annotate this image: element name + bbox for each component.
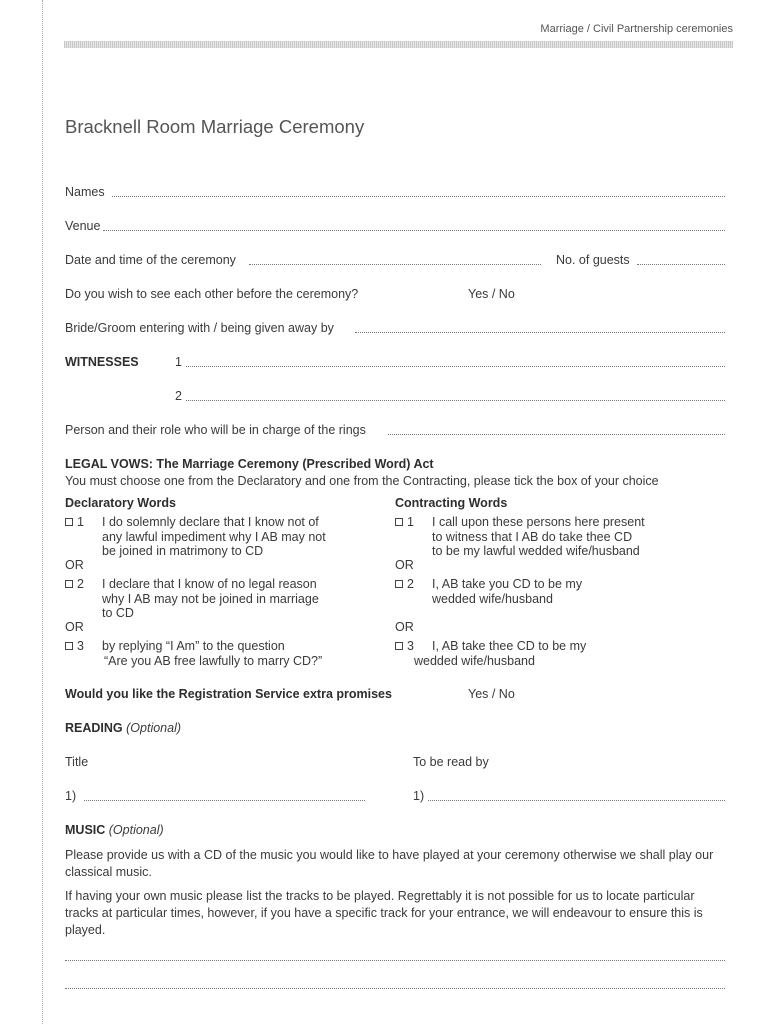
music-track-field-1[interactable] <box>65 960 725 961</box>
contracting-option-1-checkbox[interactable] <box>395 515 414 529</box>
date-time-label: Date and time of the ceremony <box>65 253 236 267</box>
contracting-option-2-checkbox[interactable] <box>395 577 414 591</box>
entering-label: Bride/Groom entering with / being given away by <box>65 321 334 335</box>
header-section-title: Marriage / Civil Partnership ceremonies <box>540 23 733 35</box>
checkbox-icon[interactable] <box>395 518 403 526</box>
checkbox-icon[interactable] <box>65 580 73 588</box>
music-paragraph-1: Please provide us with a CD of the music you would like to have played at your ceremony otherwise we shall play our classical music. <box>65 848 714 879</box>
contracting-option-1-line: to witness that I AB do take thee CD <box>432 530 633 544</box>
option-number: 3 <box>407 639 414 653</box>
contracting-option-3-line: I, AB take thee CD to be my <box>432 639 587 653</box>
declaratory-option-2-line: I declare that I know of no legal reason <box>102 577 317 591</box>
declaratory-option-2-checkbox[interactable] <box>65 577 84 591</box>
witnesses-heading: WITNESSES <box>65 355 139 369</box>
venue-label: Venue <box>65 219 101 233</box>
reading-optional: (Optional) <box>126 721 182 735</box>
contracting-or: OR <box>395 620 414 634</box>
declaratory-option-1-line: be joined in matrimony to CD <box>102 544 264 558</box>
rings-label: Person and their role who will be in charge of the rings <box>65 423 366 437</box>
rings-field[interactable] <box>388 434 725 435</box>
witness-1-field[interactable] <box>186 366 725 367</box>
names-field[interactable] <box>112 196 725 197</box>
declaratory-option-1-line: I do solemnly declare that I know not of <box>102 515 319 529</box>
music-paragraph-2: If having your own music please list the tracks to be played. Regrettably it is not possible for us to locate particular tracks at particular times, however, if you have a specific track for your entrance, we will endeavour to ensure this is played. <box>65 889 703 937</box>
contracting-option-1-line: I call upon these persons here present <box>432 515 645 529</box>
margin-rule <box>42 0 43 1024</box>
option-number: 3 <box>77 639 84 653</box>
contracting-title: Contracting Words <box>395 496 508 510</box>
music-optional: (Optional) <box>108 823 164 837</box>
page-title: Bracknell Room Marriage Ceremony <box>65 116 365 137</box>
option-number: 1 <box>77 515 84 529</box>
music-heading <box>65 823 164 837</box>
witness-1-label: 1 <box>175 355 182 369</box>
reading-title-label: Title <box>65 755 89 769</box>
venue-field[interactable] <box>103 230 725 231</box>
declaratory-title: Declaratory Words <box>65 496 176 510</box>
option-number: 2 <box>407 577 414 591</box>
see-each-other-options[interactable]: Yes / No <box>468 287 515 301</box>
declaratory-option-3-checkbox[interactable] <box>65 639 84 653</box>
date-time-field[interactable] <box>249 264 541 265</box>
legal-vows-instruction: You must choose one from the Declaratory and one from the Contracting, please tick the box of your choice <box>65 474 659 488</box>
reading-row-1-right-label: 1) <box>413 789 425 803</box>
declaratory-option-1-checkbox[interactable] <box>65 515 84 529</box>
declaratory-or: OR <box>65 620 84 634</box>
checkbox-icon[interactable] <box>65 642 73 650</box>
names-label: Names <box>65 185 105 199</box>
music-track-field-2[interactable] <box>65 988 725 989</box>
option-number: 1 <box>407 515 414 529</box>
guests-field[interactable] <box>637 264 725 265</box>
option-number: 2 <box>77 577 84 591</box>
contracting-option-2-line: wedded wife/husband <box>432 592 553 606</box>
checkbox-icon[interactable] <box>65 518 73 526</box>
witness-2-label: 2 <box>175 389 182 403</box>
checkbox-icon[interactable] <box>395 580 403 588</box>
reading-read-by-field[interactable] <box>428 800 725 801</box>
declaratory-option-3-line: “Are you AB free lawfully to marry CD?” <box>104 654 323 668</box>
header-band <box>64 41 733 48</box>
reading-title-field[interactable] <box>84 800 365 801</box>
contracting-option-3-line: wedded wife/husband <box>414 654 535 668</box>
contracting-or: OR <box>395 558 414 572</box>
checkbox-icon[interactable] <box>395 642 403 650</box>
extra-promises-options[interactable]: Yes / No <box>468 687 515 701</box>
contracting-option-3-checkbox[interactable] <box>395 639 414 653</box>
declaratory-or: OR <box>65 558 84 572</box>
reading-heading <box>65 721 181 735</box>
witness-2-field[interactable] <box>186 400 725 401</box>
reading-read-by-label: To be read by <box>413 755 489 769</box>
declaratory-option-2-line: to CD <box>102 606 134 620</box>
contracting-option-1-line: to be my lawful wedded wife/husband <box>432 544 640 558</box>
entering-field[interactable] <box>355 332 725 333</box>
declaratory-option-1-line: any lawful impediment why I AB may not <box>102 530 326 544</box>
extra-promises-question: Would you like the Registration Service extra promises <box>65 687 392 701</box>
declaratory-option-3-line: by replying “I Am” to the question <box>102 639 285 653</box>
legal-vows-heading: LEGAL VOWS: The Marriage Ceremony (Prescribed Word) Act <box>65 457 434 471</box>
see-each-other-label: Do you wish to see each other before the ceremony? <box>65 287 359 301</box>
reading-title: READING <box>65 721 123 735</box>
contracting-option-2-line: I, AB take you CD to be my <box>432 577 583 591</box>
music-title: MUSIC <box>65 823 106 837</box>
reading-row-1-left-label: 1) <box>65 789 77 803</box>
guests-label: No. of guests <box>556 253 630 267</box>
declaratory-option-2-line: why I AB may not be joined in marriage <box>102 592 319 606</box>
